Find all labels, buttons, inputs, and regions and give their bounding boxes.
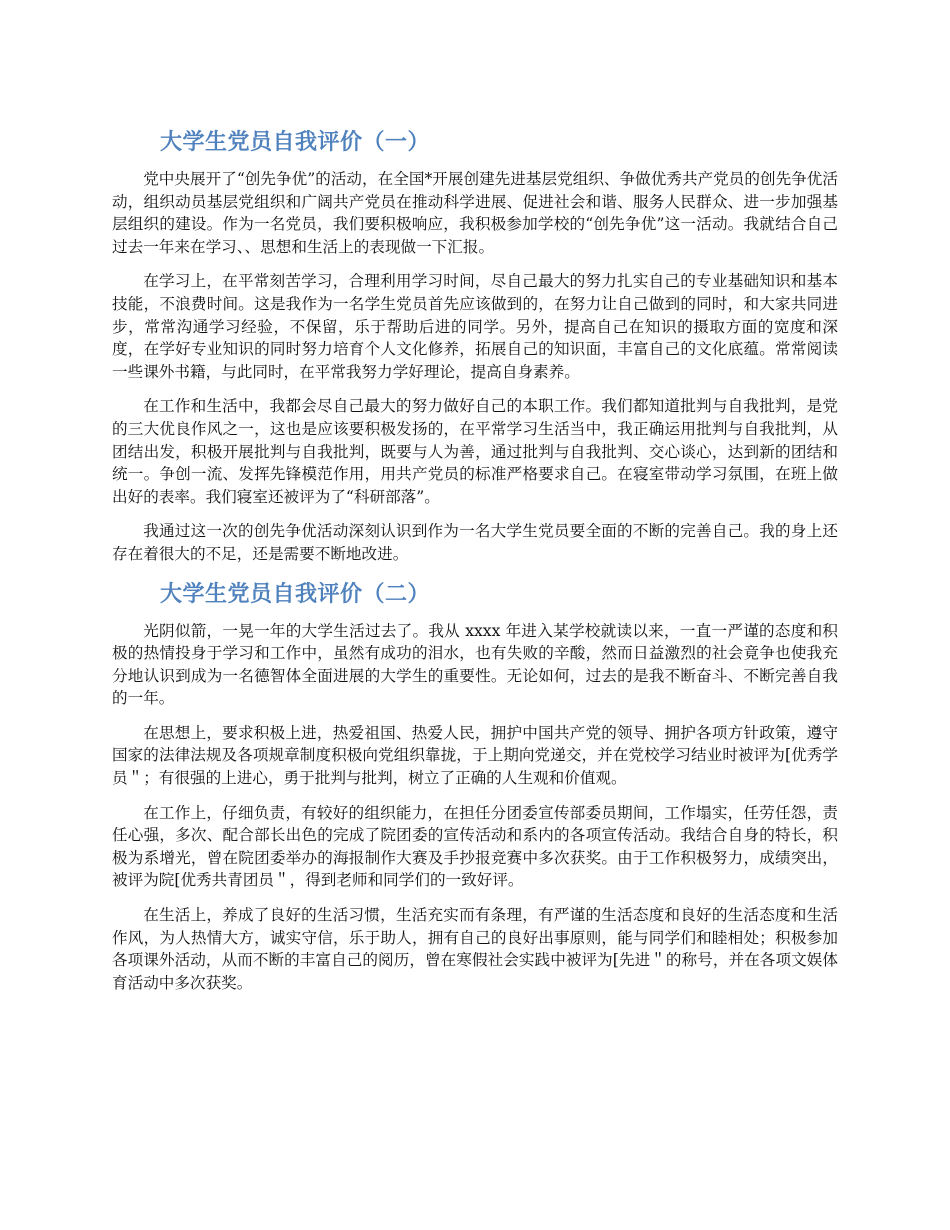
paragraph: 我通过这一次的创先争优活动深刻认识到作为一名大学生党员要全面的不断的完善自己。我的身上还存在着很大的不足，还是需要不断地改进。 bbox=[112, 522, 838, 563]
paragraph: 在生活上，养成了良好的生活习惯，生活充实而有条理，有严谨的生活态度和良好的生活态度和生活作风，为人热情大方，诚实守信，乐于助人，拥有自己的良好出事原则，能与同学们和睦相处；积极参加各项课外活动，从而不断的丰富自己的阅历，曾在寒假社会实践中被评为[先进＂的称号，并在各项文娱体育活动中多次获奖。 bbox=[112, 906, 838, 992]
document-body bbox=[112, 128, 838, 1006]
paragraph: 在工作和生活中，我都会尽自己最大的努力做好自己的本职工作。我们都知道批判与自我批判，是党的三大优良作风之一，这也是应该要积极发扬的，在平常学习生活当中，我正确运用批判与自我批判，从团结出发，积极开展批判与自我批判，既要与人为善，通过批判与自我批判、交心谈心，达到新的团结和统一。争创一流、发挥先锋模范作用，用共产党员的标准严格要求自己。在寝室带动学习氛围，在班上做出好的表率。我们寝室还被评为了“科研部落”。 bbox=[112, 397, 838, 506]
paragraph: 在思想上，要求积极上进，热爱祖国、热爱人民，拥护中国共产党的领导、拥护各项方针政策，遵守国家的法律法规及各项规章制度积极向党组织靠拢，于上期向党递交，并在党校学习结业时被评为[优秀学员＂；有很强的上进心，勇于批判与批判，树立了正确的人生观和价值观。 bbox=[112, 723, 838, 788]
paragraph: 党中央展开了“创先争优”的活动，在全国*开展创建先进基层党组织、争做优秀共产党员的创先争优活动，组织动员基层党组织和广阔共产党员在推动科学进展、促进社会和谐、服务人民群众、进一步加强基层组织的建设。作为一名党员，我们要积极响应，我积极参加学校的“创先争优”这一活动。我就结合自己过去一年来在学习、、思想和生活上的表现做一下汇报。 bbox=[112, 170, 838, 256]
section-title-1: 大学生党员自我评价（一） bbox=[160, 130, 431, 155]
paragraph: 在学习上，在平常刻苦学习，合理利用学习时间，尽自己最大的努力扎实自己的专业基础知识和基本技能，不浪费时间。这是我作为一名学生党员首先应该做到的，在努力让自己做到的同时，和大家共同进步，常常沟通学习经验，不保留，乐于帮助后进的同学。另外，提高自己在知识的摄取方面的宽度和深度，在学好专业知识的同时努力培育个人文化修养，拓展自己的知识面，丰富自己的文化底蕴。常常阅读一些课外书籍，与此同时，在平常我努力学好理论，提高自身素养。 bbox=[112, 272, 838, 381]
section-title-2: 大学生党员自我评价（二） bbox=[160, 581, 431, 607]
paragraph: 在工作上，仔细负责，有较好的组织能力，在担任分团委宣传部委员期间，工作塌实，任劳任怨，责任心强，多次、配合部长出色的完成了院团委的宣传活动和系内的各项宣传活动。我结合自身的特长，积极为系增光，曾在院团委举办的海报制作大赛及手抄报竞赛中多次获奖。由于工作积极努力，成绩突出，被评为院[优秀共青团员＂，得到老师和同学们的一致好评。 bbox=[112, 803, 838, 890]
paragraph: 光阴似箭，一晃一年的大学生活过去了。我从 xxxx 年进入某学校就读以来，一直一严谨的态度和积极的热情投身于学习和工作中，虽然有成功的泪水，也有失败的辛酸，然而日益激烈的社会竟争也使我充分地认识到成为一名德智体全面进展的大学生的重要性。无论如何，过去的是我不断奋斗、不断完善自我的一年。 bbox=[112, 621, 838, 708]
